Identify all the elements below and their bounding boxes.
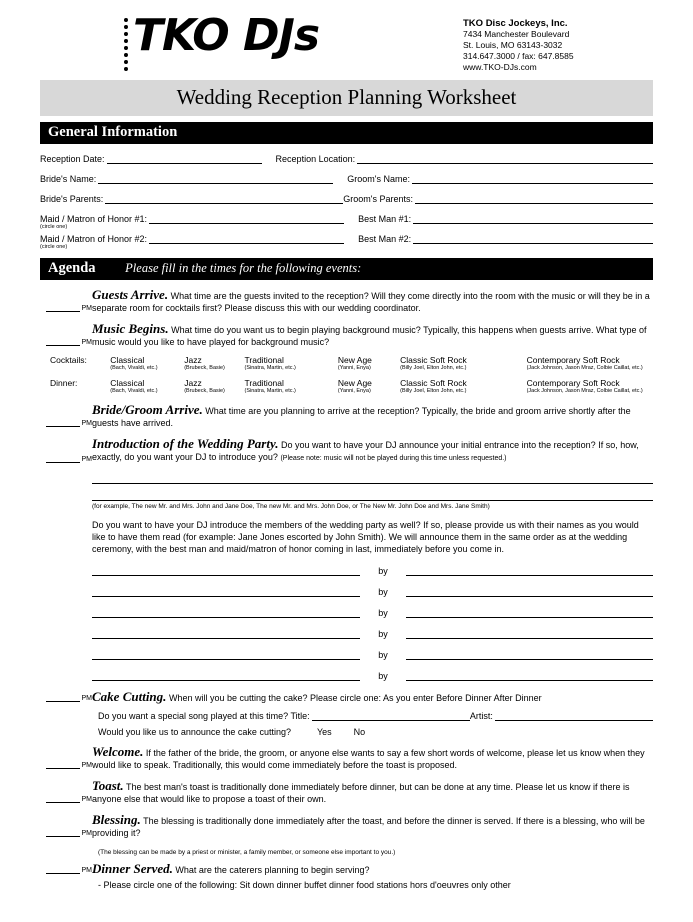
party-member-escort-input[interactable]	[406, 670, 653, 681]
logo	[40, 10, 463, 74]
best-man-1-label: Best Man #1:	[358, 214, 412, 224]
logo-text: TKO DJs	[133, 10, 320, 61]
cake-announce-label: Would you like us to announce the cake cutting?	[98, 727, 291, 737]
grooms-parents-label: Groom's Parents:	[343, 194, 413, 204]
agenda-item-guests-arrive	[40, 289, 653, 314]
agenda-item-toast	[40, 780, 653, 805]
introduction-example-note: (for example, The new Mr. and Mrs. John and Jane Doe, The new Mr. and Mrs. John Doe, or The New Mr. John Doe and Mrs. Jane Smith)	[92, 503, 490, 510]
time-field-bride-groom-arrive[interactable]	[40, 404, 92, 429]
agenda-title: Dinner Served.	[92, 861, 173, 876]
row-honor-2	[40, 233, 653, 244]
time-field-blessing[interactable]	[40, 814, 92, 839]
music-option-name: Traditional	[244, 378, 284, 388]
reception-date-label: Reception Date:	[40, 154, 105, 164]
time-field-introduction[interactable]	[40, 438, 92, 465]
agenda-text: When will you be cutting the cake? Please circle one: As you enter Before Dinner After Dinner	[168, 693, 542, 703]
agenda-text: What time do you want us to begin playing background music? Typically, this happens when guests arrive. What type of music would you like to have played for background music?	[92, 325, 647, 347]
cake-song-label: Do you want a special song played at this time? Title:	[98, 711, 310, 721]
agenda-items	[0, 289, 693, 890]
maid-honor-1-input[interactable]	[149, 213, 344, 224]
reception-location-input[interactable]	[357, 153, 653, 164]
music-option-jazz[interactable]	[184, 355, 244, 372]
music-option-name: Classic Soft Rock	[400, 378, 467, 388]
pm-label: PM	[81, 867, 92, 874]
music-option-artists: (Bach, Vivaldi, etc.)	[110, 388, 158, 394]
music-row-dinner	[50, 378, 653, 395]
agenda-text: If the father of the bride, the groom, or anyone else wants to say a few short words of welcome, please let us know when they would like to speak. Traditionally, this would come immediately before the toast is proposed.	[92, 748, 645, 770]
company-address-1: 7434 Manchester Boulevard	[463, 29, 570, 39]
general-information-fields	[0, 153, 693, 250]
reception-date-input[interactable]	[107, 153, 262, 164]
brides-name-label: Bride's Name:	[40, 174, 97, 184]
section-agenda-sub: Please fill in the times for the following events:	[125, 261, 362, 275]
by-label: by	[378, 608, 388, 618]
music-option-artists: (Yanni, Enya)	[337, 365, 371, 371]
dots-decoration-icon	[124, 18, 128, 74]
agenda-title: Toast.	[92, 778, 124, 793]
party-member-escort-input[interactable]	[406, 649, 653, 660]
cake-announce-yes[interactable]: Yes	[316, 727, 332, 737]
agenda-title: Guests Arrive.	[92, 287, 169, 302]
section-general-label: General Information	[48, 124, 178, 140]
time-field-welcome[interactable]	[40, 746, 92, 771]
music-option-artists: (Bach, Vivaldi, etc.)	[110, 365, 158, 371]
introduction-input-line-2[interactable]	[92, 486, 653, 501]
section-agenda	[40, 258, 653, 280]
introduction-input-line-1[interactable]	[92, 471, 653, 484]
agenda-text: The blessing is traditionally done immediately after the toast, and before the dinner is served. If there is a blessing, who will be providing it?	[92, 816, 645, 838]
party-member-name-input[interactable]	[92, 628, 360, 639]
music-option-artists: (Billy Joel, Elton John, etc.)	[400, 388, 467, 394]
cake-song-artist-input[interactable]	[495, 710, 653, 721]
party-member-name-input[interactable]	[92, 607, 360, 618]
time-field-toast[interactable]	[40, 780, 92, 805]
by-row	[92, 586, 653, 597]
blessing-note: (The blessing can be made by a priest or minister, a family member, or someone else important to you.)	[98, 849, 396, 856]
by-label: by	[378, 629, 388, 639]
agenda-note: (Please note: music will not be played during this time unless requested.)	[280, 455, 507, 462]
maid-honor-2-input[interactable]	[149, 233, 344, 244]
pm-label: PM	[81, 830, 92, 837]
by-row	[92, 628, 653, 639]
best-man-1-input[interactable]	[413, 213, 653, 224]
music-option-name: Traditional	[244, 355, 284, 365]
row-honor-1	[40, 213, 653, 224]
music-option-classic-soft-rock[interactable]	[400, 378, 526, 395]
maid-honor-2-label: Maid / Matron of Honor #2:	[40, 234, 148, 244]
row-date-location	[40, 153, 653, 164]
music-option-contemporary-soft-rock[interactable]	[527, 378, 653, 395]
dinner-options-line[interactable]: - Please circle one of the following: Sit down dinner buffet dinner food stations hors d'oeuvres only other	[98, 880, 511, 890]
agenda-text: The best man's toast is traditionally done immediately before dinner, but can be done at any time. Please let us know if there is anyone else that would like to propose a toast of their own.	[92, 782, 630, 804]
music-option-artists: (Jack Johnson, Jason Mraz, Colbie Caillat, etc.)	[526, 388, 643, 394]
agenda-title: Welcome.	[92, 744, 144, 759]
pm-label: PM	[81, 796, 92, 803]
agenda-item-introduction	[40, 438, 653, 465]
music-option-name: Classical	[110, 355, 145, 365]
cake-song-title-input[interactable]	[312, 710, 470, 721]
by-label: by	[378, 650, 388, 660]
reception-location-label: Reception Location:	[275, 154, 356, 164]
company-info	[463, 14, 653, 73]
company-website: www.TKO-DJs.com	[463, 62, 537, 72]
music-option-artists: (Sinatra, Martin, etc.)	[244, 388, 296, 394]
party-member-name-input[interactable]	[92, 670, 360, 681]
music-option-new-age[interactable]	[338, 378, 400, 395]
music-option-new-age[interactable]	[338, 355, 400, 372]
music-option-contemporary-soft-rock[interactable]	[527, 355, 653, 372]
section-agenda-label: Agenda	[48, 260, 96, 276]
music-option-classical[interactable]	[110, 355, 184, 372]
music-option-classic-soft-rock[interactable]	[400, 355, 526, 372]
by-label: by	[378, 671, 388, 681]
party-member-name-input[interactable]	[92, 565, 360, 576]
by-row	[92, 607, 653, 618]
brides-name-input[interactable]	[98, 173, 333, 184]
cake-artist-label: Artist:	[469, 711, 493, 721]
pm-label: PM	[81, 695, 92, 702]
music-row-cocktails	[50, 355, 653, 372]
pm-label: PM	[81, 339, 92, 346]
agenda-title: Blessing.	[92, 812, 141, 827]
party-member-escort-input[interactable]	[406, 565, 653, 576]
cake-announce-no[interactable]: No	[353, 727, 366, 737]
music-option-name: Classical	[110, 378, 145, 388]
music-option-artists: (Brubeck, Basie)	[184, 365, 225, 371]
music-option-name: Contemporary Soft Rock	[526, 355, 620, 365]
cake-song-row	[98, 710, 653, 721]
music-option-artists: (Brubeck, Basie)	[184, 388, 225, 394]
by-row	[92, 649, 653, 660]
grooms-name-label: Groom's Name:	[347, 174, 410, 184]
agenda-text: What time are the guests invited to the reception? Will they come directly into the room with the music or will they be in a separate room for cocktails first? Please discuss this with our wedding coordinator.	[92, 291, 650, 313]
best-man-2-label: Best Man #2:	[358, 234, 412, 244]
by-row	[92, 565, 653, 576]
music-option-traditional[interactable]	[245, 378, 338, 395]
by-row	[92, 670, 653, 681]
page-title: Wedding Reception Planning Worksheet	[40, 80, 653, 116]
party-member-name-input[interactable]	[92, 586, 360, 597]
agenda-text: Do you want to have your DJ announce your initial entrance into the reception? If so, how, exactly, do you want your DJ to introduce you?	[92, 440, 639, 462]
music-option-jazz[interactable]	[184, 378, 244, 395]
agenda-item-cake-cutting	[40, 691, 653, 704]
pm-label: PM	[81, 762, 92, 769]
time-field-cake-cutting[interactable]	[40, 691, 92, 704]
agenda-item-dinner-served	[40, 863, 653, 876]
pm-label: PM	[81, 456, 92, 463]
music-option-classical[interactable]	[110, 378, 184, 395]
by-label: by	[378, 587, 388, 597]
circle-one-note-1: (circle one)	[40, 224, 68, 230]
time-field-music-begins[interactable]	[40, 323, 92, 348]
party-member-escort-input[interactable]	[406, 607, 653, 618]
music-option-artists: (Sinatra, Martin, etc.)	[244, 365, 296, 371]
document-header	[0, 0, 693, 74]
agenda-title: Introduction of the Wedding Party.	[92, 436, 279, 451]
agenda-item-welcome	[40, 746, 653, 771]
party-member-escort-input[interactable]	[406, 628, 653, 639]
grooms-name-input[interactable]	[412, 173, 653, 184]
agenda-text: What are the caterers planning to begin serving?	[175, 865, 370, 875]
best-man-2-input[interactable]	[413, 233, 653, 244]
music-option-artists: (Jack Johnson, Jason Mraz, Colbie Caillat, etc.)	[526, 365, 643, 371]
music-option-traditional[interactable]	[245, 355, 338, 372]
row-names	[40, 173, 653, 184]
cake-announce-row	[98, 727, 653, 737]
music-row-label: Cocktails:	[50, 355, 87, 365]
time-field-guests-arrive[interactable]	[40, 289, 92, 314]
agenda-title: Cake Cutting.	[92, 689, 167, 704]
time-field-dinner-served[interactable]	[40, 863, 92, 876]
agenda-item-music-begins	[40, 323, 653, 348]
agenda-title: Music Begins.	[92, 321, 169, 336]
music-option-name: Contemporary Soft Rock	[526, 378, 620, 388]
circle-one-note-2: (circle one)	[40, 244, 68, 250]
agenda-item-bride-groom-arrive	[40, 404, 653, 429]
music-option-name: New Age	[337, 378, 372, 388]
agenda-text: What time are you planning to arrive at the reception? Typically, the bride and groom arrive shortly after the guests have arrived.	[92, 406, 631, 428]
maid-honor-1-label: Maid / Matron of Honor #1:	[40, 214, 148, 224]
music-option-name: Jazz	[184, 378, 202, 388]
grooms-parents-input[interactable]	[415, 193, 653, 204]
music-option-name: New Age	[337, 355, 372, 365]
company-name: TKO Disc Jockeys, Inc.	[463, 18, 568, 29]
brides-parents-label: Bride's Parents:	[40, 194, 104, 204]
music-option-artists: (Yanni, Enya)	[337, 388, 371, 394]
agenda-item-blessing	[40, 814, 653, 839]
introduction-paragraph: Do you want to have your DJ introduce the members of the wedding party as well? If so, please provide us with their names as you would like to have them read (for example: Jane Jones escorted by John Smith). We will announce them in the same order as at the wedding ceremony, with the best man and maid/matron of honor coming in last, immediately before you come in.	[92, 520, 639, 554]
by-label: by	[378, 566, 388, 576]
music-row-label: Dinner:	[50, 378, 78, 388]
row-parents	[40, 193, 653, 204]
pm-label: PM	[81, 420, 92, 427]
music-option-name: Classic Soft Rock	[400, 355, 467, 365]
party-member-name-input[interactable]	[92, 649, 360, 660]
pm-label: PM	[81, 305, 92, 312]
brides-parents-input[interactable]	[105, 193, 343, 204]
music-option-name: Jazz	[184, 355, 202, 365]
section-general-information	[40, 122, 653, 144]
music-style-grid	[50, 355, 653, 395]
company-address-2: St. Louis, MO 63143-3032	[463, 40, 563, 50]
wedding-party-name-lines	[92, 565, 653, 681]
agenda-title: Bride/Groom Arrive.	[92, 402, 203, 417]
party-member-escort-input[interactable]	[406, 586, 653, 597]
music-option-artists: (Billy Joel, Elton John, etc.)	[400, 365, 467, 371]
company-phone: 314.647.3000 / fax: 647.8585	[463, 51, 574, 61]
